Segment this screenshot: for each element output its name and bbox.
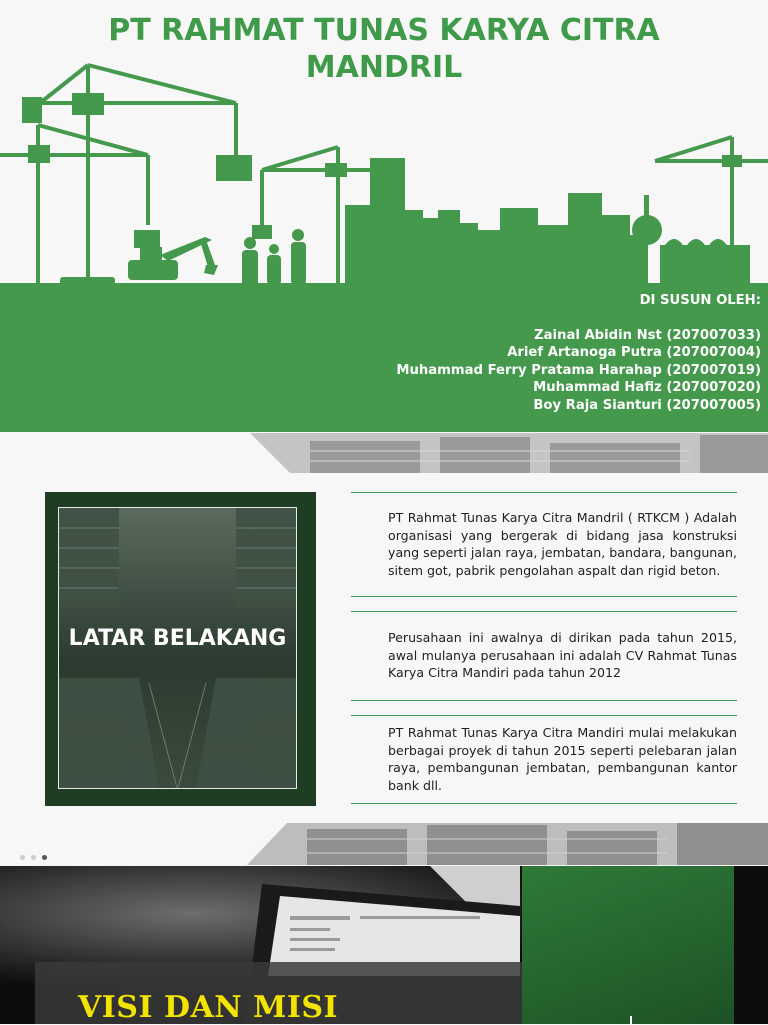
credit-member: Arief Artanoga Putra (207007004) bbox=[507, 345, 761, 360]
carousel-dot[interactable] bbox=[20, 855, 25, 860]
credit-member: Boy Raja Sianturi (207007005) bbox=[533, 397, 761, 413]
construction-skyline-illustration bbox=[0, 55, 768, 295]
credit-member: Muhammad Ferry Pratama Harahap (207007019) bbox=[396, 362, 761, 378]
building-photo-strip bbox=[247, 823, 768, 865]
vision-title: VISI DAN MISI bbox=[78, 990, 339, 1025]
carousel-dots bbox=[20, 845, 53, 864]
divider bbox=[351, 492, 737, 493]
paragraph: PT Rahmat Tunas Karya Citra Mandiri mulai melakukan berbagai proyek di tahun 2015 seperti pelebaran jalan raya, pembangunan jembatan, pembangunan kantor bank dll. bbox=[388, 725, 737, 793]
title-line-2: MANDRIL bbox=[305, 50, 463, 85]
green-panel bbox=[522, 866, 734, 1024]
divider bbox=[351, 803, 737, 804]
background-card-photo bbox=[58, 507, 297, 789]
divider bbox=[351, 715, 737, 716]
credits-block bbox=[396, 292, 761, 414]
workers-silhouette-icon bbox=[242, 229, 306, 286]
paragraph: Perusahaan ini awalnya di dirikan pada tahun 2015, awal mulanya perusahaan ini adalah CV Rahmat Tunas Karya Citra Mandiri pada tahun 2012 bbox=[388, 630, 737, 680]
card-title: LATAR BELAKANG bbox=[68, 626, 287, 651]
credits-heading: DI SUSUN OLEH: bbox=[639, 293, 761, 308]
divider bbox=[351, 596, 737, 597]
divider bbox=[351, 611, 737, 612]
divider bbox=[351, 700, 737, 701]
carousel-dot[interactable] bbox=[31, 855, 36, 860]
building-photo-strip bbox=[250, 433, 768, 473]
carousel-dot-active[interactable] bbox=[42, 855, 47, 860]
credit-member: Zainal Abidin Nst (207007033) bbox=[534, 327, 761, 343]
panel-mark bbox=[630, 1016, 632, 1024]
paragraph: PT Rahmat Tunas Karya Citra Mandril ( RTKCM ) Adalah organisasi yang bergerak di bidang jasa konstruksi yang seperti jalan raya, jembatan, bandara, bangunan, sitem got, pabrik pengolahan aspalt dan rigid beton. bbox=[388, 510, 737, 578]
title-line-1: PT RAHMAT TUNAS KARYA CITRA bbox=[108, 13, 660, 48]
credit-member: Muhammad Hafiz (207007020) bbox=[533, 380, 761, 395]
